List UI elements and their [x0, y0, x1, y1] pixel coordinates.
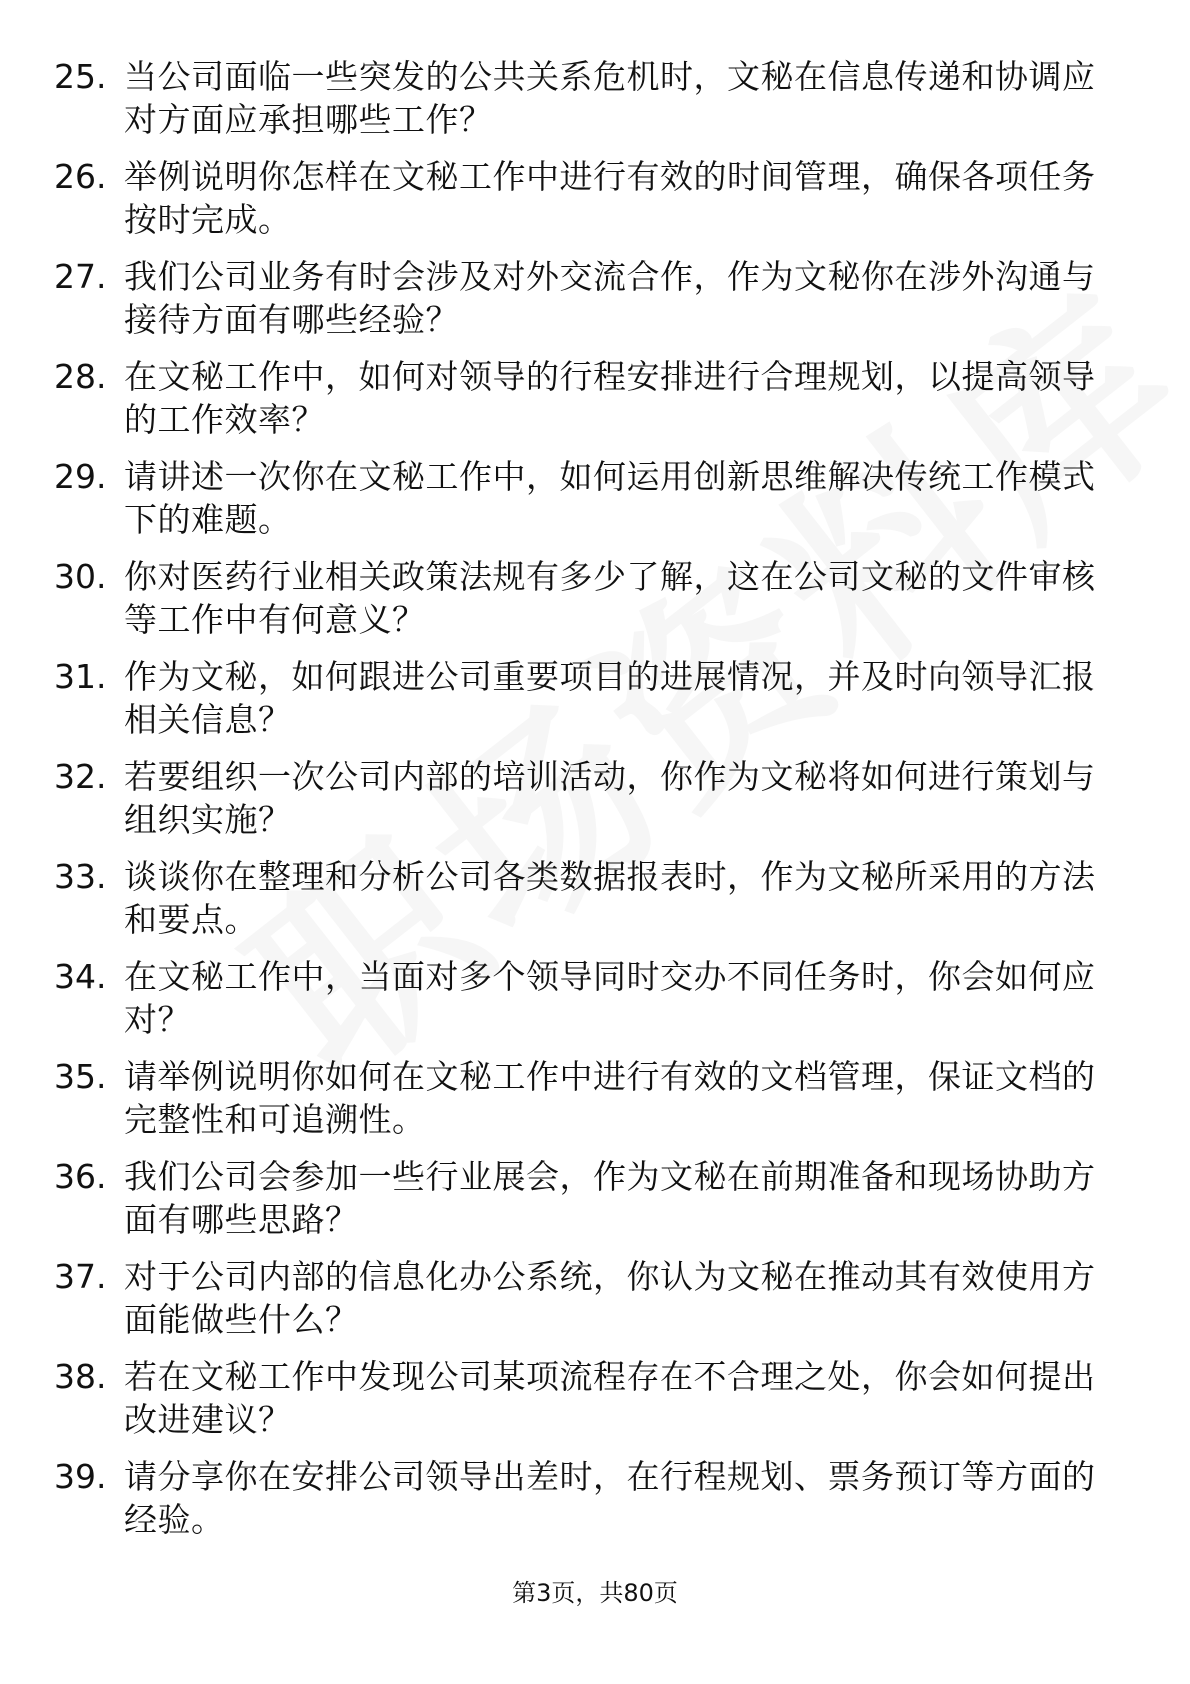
- question-number: 27.: [54, 257, 107, 296]
- question-text: 你对医药行业相关政策法规有多少了解，这在公司文秘的文件审核等工作中有何意义？: [124, 557, 1096, 639]
- question-item: [0, 1255, 1190, 1355]
- question-number: 32.: [54, 757, 107, 796]
- page-footer: [0, 1573, 1190, 1608]
- question-number: 39.: [54, 1457, 107, 1496]
- question-number: 34.: [54, 957, 107, 996]
- question-text: 请举例说明你如何在文秘工作中进行有效的文档管理，保证文档的完整性和可追溯性。: [124, 1057, 1096, 1139]
- question-item: [0, 355, 1190, 455]
- question-number: 31.: [54, 657, 107, 696]
- question-text: 若要组织一次公司内部的培训活动，你作为文秘将如何进行策划与组织实施？: [124, 757, 1096, 839]
- question-number: 26.: [54, 157, 107, 196]
- question-number: 25.: [54, 57, 107, 96]
- question-item: [0, 255, 1190, 355]
- question-list: [0, 55, 1190, 1555]
- question-item: [0, 1355, 1190, 1455]
- question-text: 我们公司会参加一些行业展会，作为文秘在前期准备和现场协助方面有哪些思路？: [124, 1157, 1096, 1239]
- question-item: [0, 755, 1190, 855]
- question-text: 我们公司业务有时会涉及对外交流合作，作为文秘你在涉外沟通与接待方面有哪些经验？: [124, 257, 1096, 339]
- question-item: [0, 455, 1190, 555]
- page-number: 第3页，共80页: [512, 1579, 678, 1607]
- question-text: 当公司面临一些突发的公共关系危机时，文秘在信息传递和协调应对方面应承担哪些工作？: [124, 57, 1096, 139]
- question-number: 36.: [54, 1157, 107, 1196]
- question-text: 在文秘工作中，如何对领导的行程安排进行合理规划，以提高领导的工作效率？: [124, 357, 1096, 439]
- question-number: 29.: [54, 457, 107, 496]
- question-item: [0, 555, 1190, 655]
- question-text: 若在文秘工作中发现公司某项流程存在不合理之处，你会如何提出改进建议？: [124, 1357, 1096, 1439]
- question-number: 37.: [54, 1257, 107, 1296]
- question-item: [0, 655, 1190, 755]
- question-number: 33.: [54, 857, 107, 896]
- question-item: [0, 955, 1190, 1055]
- question-text: 作为文秘，如何跟进公司重要项目的进展情况，并及时向领导汇报相关信息？: [124, 657, 1096, 739]
- question-item: [0, 1455, 1190, 1555]
- question-number: 35.: [54, 1057, 107, 1096]
- question-item: [0, 1055, 1190, 1155]
- question-text: 请讲述一次你在文秘工作中，如何运用创新思维解决传统工作模式下的难题。: [124, 457, 1096, 539]
- question-text: 对于公司内部的信息化办公系统，你认为文秘在推动其有效使用方面能做些什么？: [124, 1257, 1096, 1339]
- question-item: [0, 1155, 1190, 1255]
- question-number: 28.: [54, 357, 107, 396]
- question-text: 举例说明你怎样在文秘工作中进行有效的时间管理，确保各项任务按时完成。: [124, 157, 1096, 239]
- question-item: [0, 55, 1190, 155]
- question-text: 在文秘工作中，当面对多个领导同时交办不同任务时，你会如何应对？: [124, 957, 1096, 1039]
- question-number: 30.: [54, 557, 107, 596]
- question-text: 请分享你在安排公司领导出差时，在行程规划、票务预订等方面的经验。: [124, 1457, 1096, 1539]
- question-item: [0, 155, 1190, 255]
- question-item: [0, 855, 1190, 955]
- question-text: 谈谈你在整理和分析公司各类数据报表时，作为文秘所采用的方法和要点。: [124, 857, 1096, 939]
- question-number: 38.: [54, 1357, 107, 1396]
